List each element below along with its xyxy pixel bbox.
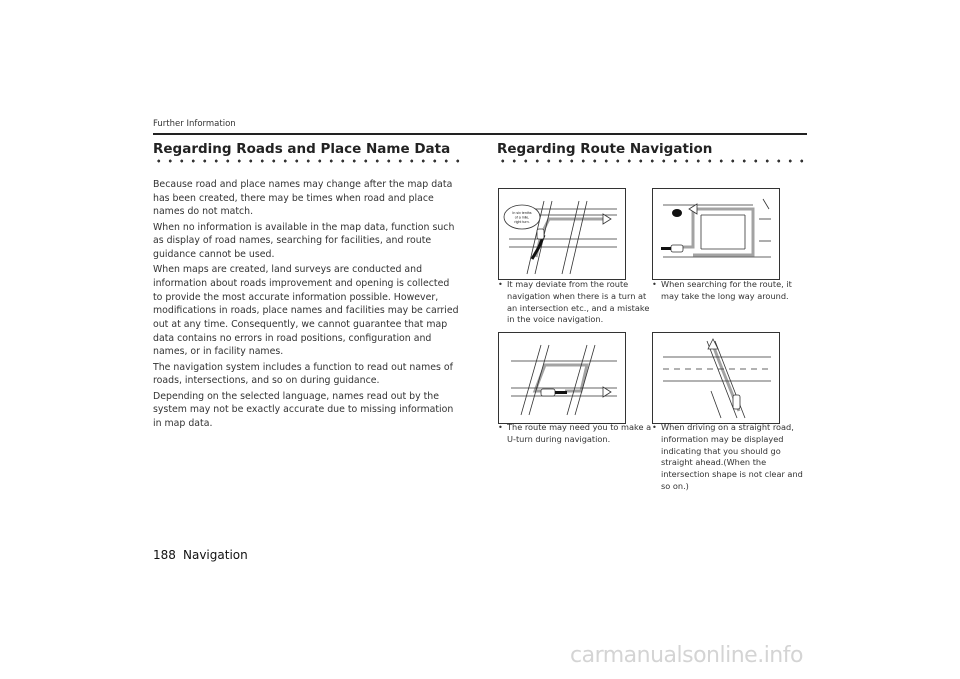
page-number: 188: [153, 548, 176, 562]
caption-text: When driving on a straight road, information may be displayed indicating that you should go straight ahead.(When the intersection shape is not clear and so on.): [661, 422, 803, 491]
caption-u-turn: [498, 422, 657, 446]
map-illustration-2: [653, 189, 779, 279]
map-illustration-1: [499, 189, 625, 279]
left-body: [153, 178, 461, 432]
header-section-label: Further Information: [153, 119, 236, 129]
left-title-dots: [153, 159, 461, 163]
caption-voice-mistake: [498, 279, 657, 326]
callout-line-3: right turn.: [514, 220, 530, 224]
caption-text: The route may need you to make a U-turn during navigation.: [507, 422, 652, 444]
caption-straight-road: [652, 422, 811, 493]
bullet: •: [652, 422, 657, 432]
paragraph: When maps are created, land surveys are conducted and information about roads improvement and opening is collected to provide the most accurate information possible. However, modifications in roads, place names and facilities may be carried out at any time. Consequently, we cannot guarantee that map data contains no errors in road positions, configuration and names, or in facility names.: [153, 264, 459, 358]
chapter-title: Navigation: [183, 548, 248, 562]
map-illustration-3: [499, 333, 625, 423]
bullet: •: [498, 422, 503, 432]
map-illustration-4: [653, 333, 779, 423]
right-title-dots: [497, 159, 805, 163]
figure-voice-mistake: [498, 188, 626, 280]
paragraph: When no information is available in the map data, function such as display of road names, searching for facilities, and route guidance cannot be used.: [153, 221, 455, 261]
caption-text: When searching for the route, it may take the long way around.: [661, 279, 792, 301]
figure-u-turn: [498, 332, 626, 424]
paragraph: The navigation system includes a function to read out names of roads, intersections, and so on during guidance.: [153, 361, 453, 387]
header-rule: [153, 133, 807, 135]
figure-long-way: [652, 188, 780, 280]
caption-long-way: [652, 279, 811, 303]
callout-line-1: In six tenths: [512, 211, 532, 215]
figure-straight-road: [652, 332, 780, 424]
caption-text: It may deviate from the route navigation when there is a turn at an intersection etc., and a mistake in the voice navigation.: [507, 279, 650, 325]
watermark: carmanualsonline.info: [570, 643, 803, 668]
right-section-title: Regarding Route Navigation: [497, 141, 713, 157]
paragraph: Because road and place names may change after the map data has been created, there may be times when road and place names do not match.: [153, 179, 453, 218]
callout-line-2: of a mile,: [514, 215, 530, 220]
bullet: •: [652, 279, 657, 289]
paragraph: Depending on the selected language, names read out by the system may not be exactly accurate due to missing information in map data.: [153, 390, 454, 429]
left-section-title: Regarding Roads and Place Name Data: [153, 141, 451, 157]
bullet: •: [498, 279, 503, 289]
